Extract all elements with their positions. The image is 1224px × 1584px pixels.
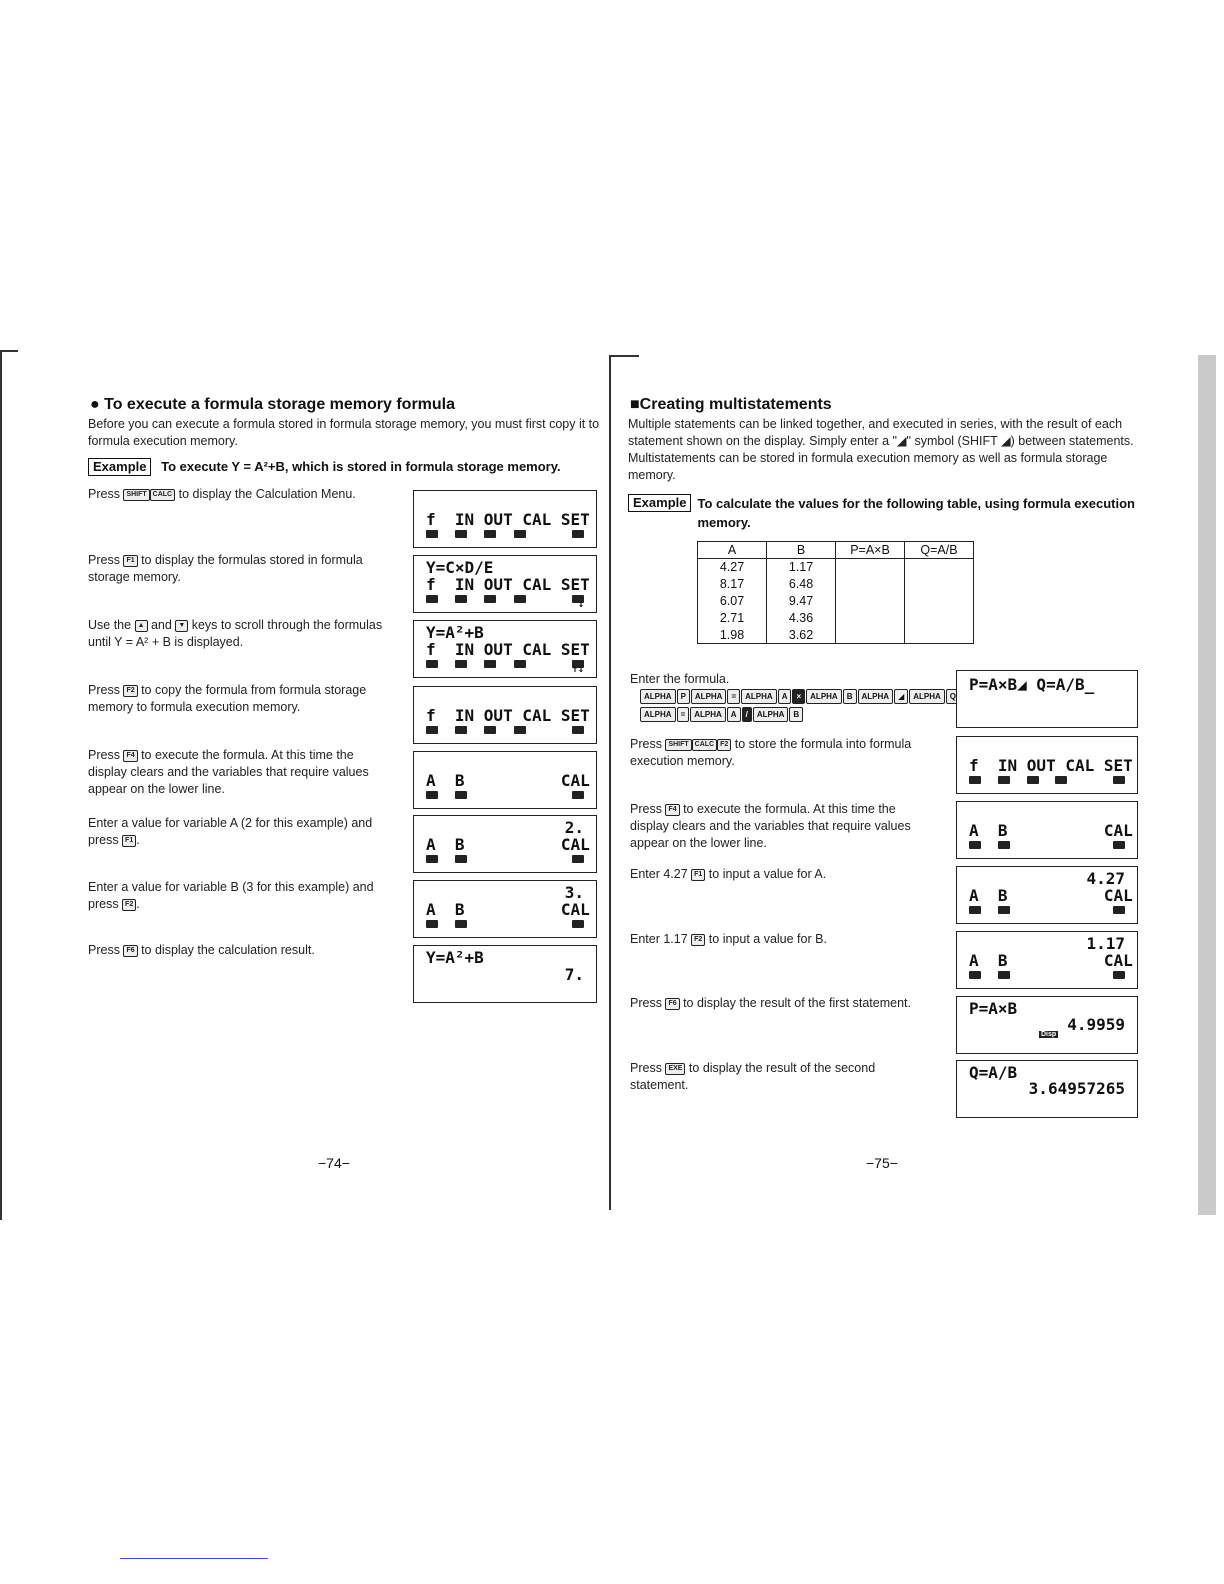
table-row bbox=[698, 576, 974, 593]
table-cell bbox=[836, 593, 905, 610]
left-step-4: Press F2 to copy the formula from formula storage memory to formula execution memory. bbox=[88, 683, 367, 714]
right-step-1: Press SHIFT CALC F2 to store the formula into formula execution memory. bbox=[630, 737, 912, 768]
example-text: To execute Y = A²+B, which is stored in formula storage memory. bbox=[161, 459, 561, 474]
lcd-value: 4.27 bbox=[1086, 869, 1125, 888]
right-step-2: Press F4 to execute the formula. At this time the display clears and the variables that require values appear on the lower line. bbox=[630, 802, 911, 850]
f1-key: F1 bbox=[123, 555, 137, 567]
key-sequence-row-2: ALPHA = ALPHA A / ALPHA B bbox=[640, 706, 930, 724]
page-number-right: −75− bbox=[866, 1155, 898, 1171]
left-step-1: Press SHIFT CALC to display the Calculation Menu. bbox=[88, 487, 356, 501]
table-cell: 9.47 bbox=[767, 593, 836, 610]
bottom-rule bbox=[120, 1558, 268, 1559]
lcd-value: 2. bbox=[564, 818, 584, 837]
table-row bbox=[698, 593, 974, 610]
lcd-display-4 bbox=[413, 686, 597, 744]
down-key: ▼ bbox=[175, 620, 188, 632]
right-step-4: Enter 1.17 F2 to input a value for B. bbox=[630, 932, 827, 946]
lcd-top: Y=A²+B bbox=[426, 623, 484, 642]
up-key: ▲ bbox=[135, 620, 148, 632]
table-cell bbox=[905, 576, 974, 593]
lcd-menu: f IN OUT CAL SET bbox=[969, 756, 1133, 775]
calc-key: CALC bbox=[692, 739, 717, 751]
table-cell: 8.17 bbox=[698, 576, 767, 593]
lcd-display-8 bbox=[413, 945, 597, 1003]
left-heading: ● To execute a formula storage memory formula bbox=[90, 396, 456, 413]
f2-key: F2 bbox=[122, 899, 136, 911]
lcd-menu: A B CAL bbox=[426, 835, 590, 854]
left-step-6: Enter a value for variable A (2 for this example) and press F1 . bbox=[88, 816, 373, 847]
example-badge: Example bbox=[88, 458, 151, 476]
lcd-result: 3.64957265 bbox=[1028, 1079, 1125, 1098]
lcd-display-r5 bbox=[956, 931, 1138, 989]
table-cell: 2.71 bbox=[698, 610, 767, 627]
f4-key: F4 bbox=[665, 804, 679, 816]
lcd-display-6 bbox=[413, 815, 597, 873]
lcd-display-3 bbox=[413, 620, 597, 678]
table-header: B bbox=[767, 542, 836, 559]
lcd-display-7 bbox=[413, 880, 597, 938]
table-cell bbox=[836, 610, 905, 627]
shift-key: SHIFT bbox=[665, 739, 691, 751]
table-row bbox=[698, 559, 974, 576]
key-sequence-row-1: ALPHA P ALPHA = ALPHA A × ALPHA B ALPHA ◢ ALPHA Q bbox=[640, 688, 930, 706]
scroll-indicator: ↓ bbox=[577, 599, 584, 610]
right-step-3: Enter 4.27 F1 to input a value for A. bbox=[630, 867, 827, 881]
table-cell bbox=[836, 559, 905, 576]
disp-indicator: Disp bbox=[1041, 1031, 1057, 1038]
page-number-left: −74− bbox=[318, 1155, 350, 1171]
lcd-display-2 bbox=[413, 555, 597, 613]
lcd-menu: A B CAL bbox=[969, 886, 1133, 905]
lcd-result: 4.9959 bbox=[1067, 1015, 1125, 1034]
lcd-display-5 bbox=[413, 751, 597, 809]
left-example bbox=[88, 458, 608, 476]
lcd-menu: f IN OUT CAL SET bbox=[426, 706, 590, 725]
table-cell bbox=[905, 610, 974, 627]
left-step-8: Press F6 to display the calculation result. bbox=[88, 943, 315, 957]
left-step-7: Enter a value for variable B (3 for this example) and press F2 . bbox=[88, 880, 374, 911]
table-cell bbox=[836, 576, 905, 593]
lcd-formula: P=A×B◢ Q=A/B_ bbox=[969, 675, 1095, 694]
center-crop-mark bbox=[609, 355, 639, 357]
table-cell: 3.62 bbox=[767, 627, 836, 644]
table-row bbox=[698, 610, 974, 627]
lcd-value: 1.17 bbox=[1086, 934, 1125, 953]
center-binding-line bbox=[609, 355, 611, 1210]
table-cell bbox=[836, 627, 905, 644]
lcd-display-r2 bbox=[956, 736, 1138, 794]
f2-key: F2 bbox=[123, 685, 137, 697]
lcd-display-r1 bbox=[956, 670, 1138, 728]
lcd-top: Y=C×D/E bbox=[426, 558, 494, 577]
scroll-indicator: ↑↓ bbox=[571, 664, 584, 675]
lcd-display-r7 bbox=[956, 1060, 1138, 1118]
table-row bbox=[698, 627, 974, 644]
left-step-2: Press F1 to display the formulas stored in formula storage memory. bbox=[88, 553, 363, 584]
right-step-5: Press F6 to display the result of the first statement. bbox=[630, 996, 911, 1010]
table-cell: 4.27 bbox=[698, 559, 767, 576]
lcd-formula: P=A×B bbox=[969, 999, 1018, 1018]
table-cell: 1.98 bbox=[698, 627, 767, 644]
shift-key: SHIFT bbox=[123, 489, 149, 501]
lcd-menu: f IN OUT CAL SET bbox=[426, 640, 590, 659]
lcd-formula: Q=A/B bbox=[969, 1063, 1018, 1082]
lcd-display-r3 bbox=[956, 801, 1138, 859]
f6-key: F6 bbox=[123, 945, 137, 957]
right-heading: ■Creating multistatements bbox=[630, 396, 832, 413]
left-intro: Before you can execute a formula stored in formula storage memory, you must first copy it to formula execution memory. bbox=[88, 417, 600, 448]
left-page-edge bbox=[0, 350, 2, 1220]
table-header: Q=A/B bbox=[905, 542, 974, 559]
left-step-5: Press F4 to execute the formula. At this time the display clears and the variables that require values appear on the lower line. bbox=[88, 748, 369, 796]
table-cell: 4.36 bbox=[767, 610, 836, 627]
right-page-edge bbox=[1198, 355, 1216, 1215]
lcd-menu: A B CAL bbox=[969, 821, 1133, 840]
table-cell bbox=[905, 593, 974, 610]
lcd-menu: f IN OUT CAL SET bbox=[426, 575, 590, 594]
lcd-menu: A B CAL bbox=[426, 900, 590, 919]
left-crop-mark bbox=[0, 350, 18, 352]
right-example bbox=[628, 494, 1143, 532]
table-cell: 1.17 bbox=[767, 559, 836, 576]
values-table bbox=[697, 541, 974, 644]
enter-formula-text: Enter the formula. bbox=[630, 672, 730, 686]
f1-key: F1 bbox=[122, 835, 136, 847]
left-step-3: Use the ▲ and ▼ keys to scroll through the formulas until Y = A² + B is displayed. bbox=[88, 618, 383, 649]
right-step-6: Press EXE to display the result of the second statement. bbox=[630, 1061, 876, 1092]
lcd-formula: Y=A²+B bbox=[426, 948, 484, 967]
lcd-display-r6 bbox=[956, 996, 1138, 1054]
table-header: P=A×B bbox=[836, 542, 905, 559]
table-cell bbox=[905, 627, 974, 644]
lcd-result: 7. bbox=[564, 965, 584, 984]
table-cell: 6.48 bbox=[767, 576, 836, 593]
f4-key: F4 bbox=[123, 750, 137, 762]
example-badge: Example bbox=[628, 494, 691, 512]
lcd-menu: f IN OUT CAL SET bbox=[426, 510, 590, 529]
calc-key: CALC bbox=[150, 489, 175, 501]
lcd-menu: A B CAL bbox=[969, 951, 1133, 970]
f2-key: F2 bbox=[717, 739, 731, 751]
lcd-display-r4 bbox=[956, 866, 1138, 924]
lcd-menu: A B CAL bbox=[426, 771, 590, 790]
right-intro: Multiple statements can be linked together, and executed in series, with the result of each statement shown on the display. Simply enter a "◢" symbol (SHIFT ◢) between statements. Multistatements can be stored in formula execution memory as well as formula storage memory. bbox=[628, 417, 1134, 482]
lcd-value: 3. bbox=[564, 883, 584, 902]
table-cell bbox=[905, 559, 974, 576]
f2-key: F2 bbox=[691, 934, 705, 946]
table-header: A bbox=[698, 542, 767, 559]
f1-key: F1 bbox=[691, 869, 705, 881]
f6-key: F6 bbox=[665, 998, 679, 1010]
table-cell: 6.07 bbox=[698, 593, 767, 610]
table-header-row bbox=[698, 542, 974, 559]
lcd-display-1 bbox=[413, 490, 597, 548]
example-text: To calculate the values for the following table, using formula execution memory. bbox=[697, 496, 1135, 530]
exe-key: EXE bbox=[665, 1063, 685, 1075]
